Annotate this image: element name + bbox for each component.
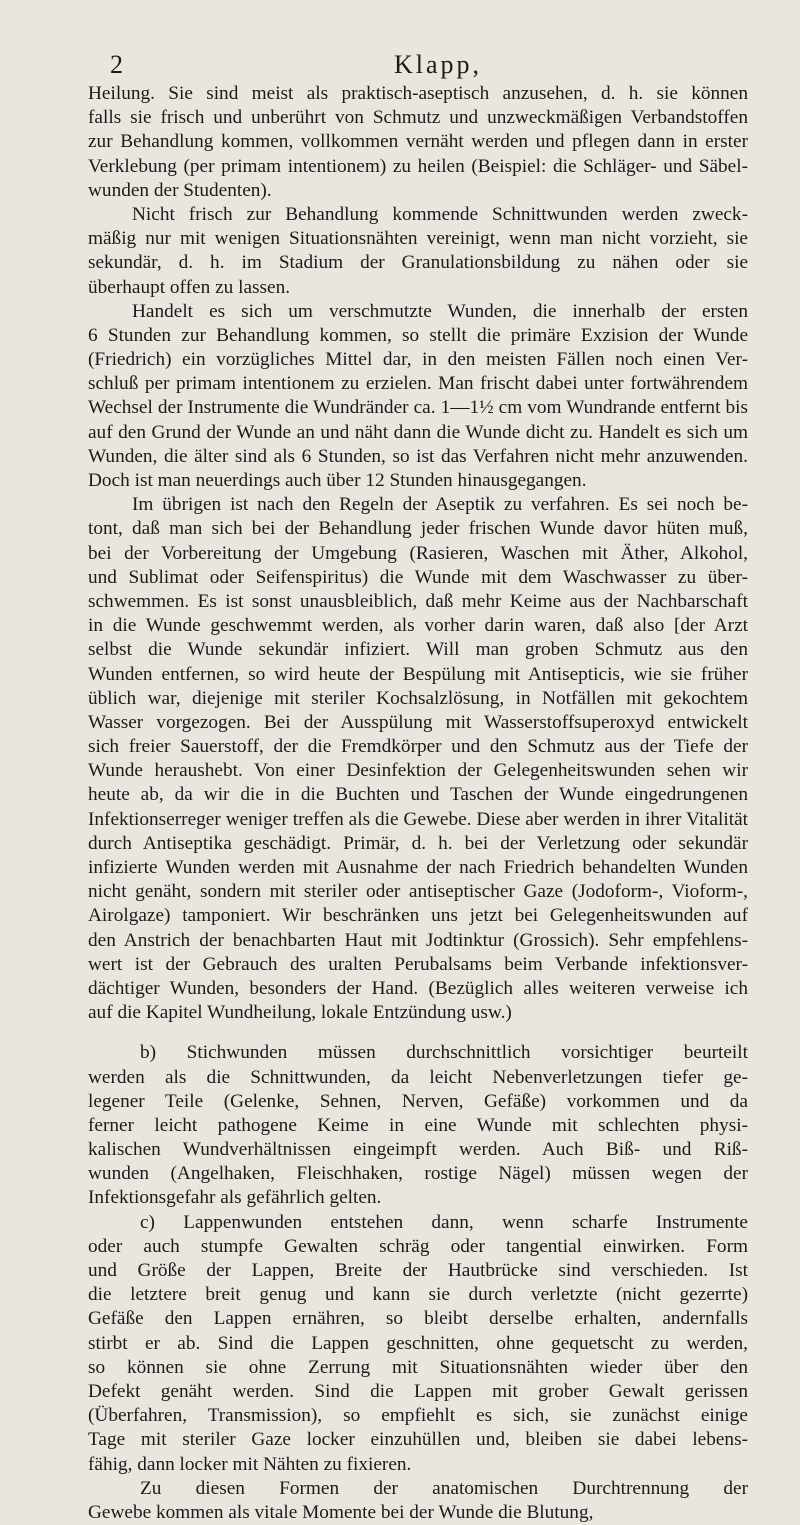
text-line: sich freier Sauerstoff, der die Fremdkörper und den Schmutz aus der Tiefe der bbox=[88, 736, 748, 758]
text-line: tont, daß man sich bei der Behandlung jeder frischen Wunde davor hüten muß, bbox=[88, 518, 748, 540]
text-line: und Größe der Lappen, Breite der Hautbrücke sind verschieden. Ist bbox=[88, 1260, 748, 1281]
text-line: b) Stichwunden müssen durchschnittlich vorsichtiger beurteilt bbox=[140, 1042, 748, 1064]
text-line: Nicht frisch zur Behandlung kommende Schnittwunden werden zweck- bbox=[132, 203, 748, 225]
text-line: mäßig nur mit wenigen Situationsnähten vereinigt, wenn man nicht vorzieht, sie bbox=[88, 228, 748, 250]
text-line: überhaupt offen zu lassen. bbox=[88, 276, 291, 298]
text-line: Infektionserreger weniger treffen als die Gewebe. Diese aber werden in ihrer Vitalität bbox=[88, 808, 748, 830]
text-line: Wunden, die älter sind als 6 Stunden, so ist das Verfahren nicht mehr anzuwenden. bbox=[88, 445, 748, 467]
text-line: (Überfahren, Transmission), so empfiehlt es sich, sie zunächst einige bbox=[88, 1405, 748, 1427]
body-text bbox=[88, 82, 748, 1525]
text-line: durch Antiseptika geschädigt. Primär, d. h. bei der Verletzung oder sekundär bbox=[88, 832, 748, 854]
text-line: üblich war, diejenige mit steriler Kochsalzlösung, in Notfällen mit gekochtem bbox=[88, 687, 748, 709]
text-line: stirbt er ab. Sind die Lappen geschnitten, ohne gequetscht zu werden, bbox=[88, 1332, 748, 1354]
text-line: falls sie frisch und unberührt von Schmutz und unzweckmäßigen Verbandstoffen bbox=[88, 107, 748, 129]
text-line: die letztere breit genug und kann sie durch verletzte (nicht gezerrte) bbox=[88, 1284, 748, 1306]
text-line: infizierte Wunden werden mit Ausnahme der nach Friedrich behandelten Wunden bbox=[88, 857, 748, 878]
text-line: Heilung. Sie sind meist als praktisch-aseptisch anzusehen, d. h. sie können bbox=[88, 83, 748, 104]
text-line: (Friedrich) ein vorzügliches Mittel dar, in den meisten Fällen noch einen Ver- bbox=[88, 349, 748, 371]
page-header bbox=[110, 50, 750, 80]
text-line: oder auch stumpfe Gewalten schräg oder tangential einwirken. Form bbox=[88, 1235, 748, 1257]
paragraph-gap bbox=[88, 1025, 748, 1041]
text-line: schwemmen. Es ist sonst unausbleiblich, daß mehr Keime aus der Nachbarschaft bbox=[88, 590, 748, 612]
text-line: zur Behandlung kommen, vollkommen vernäht werden und pflegen dann in erster bbox=[88, 131, 748, 153]
text-line: fähig, dann locker mit Nähten zu fixieren. bbox=[88, 1453, 412, 1475]
text-line: legener Teile (Gelenke, Sehnen, Nerven, Gefäße) vorkommen und da bbox=[88, 1090, 748, 1112]
text-line: Tage mit steriler Gaze locker einzuhüllen und, bleiben sie dabei lebens- bbox=[88, 1429, 748, 1451]
text-line: auf die Kapitel Wundheilung, lokale Entzündung usw.) bbox=[88, 1002, 512, 1024]
text-line: Zu diesen Formen der anatomischen Durchtrennung der bbox=[140, 1477, 748, 1499]
text-line: heute ab, da wir die in die Buchten und Taschen der Wunde eingedrungenen bbox=[88, 784, 748, 806]
text-line: Verklebung (per primam intentionem) zu heilen (Beispiel: die Schläger- und Säbel- bbox=[88, 155, 748, 177]
text-line: Wechsel der Instrumente die Wundränder ca. 1—1½ cm vom Wundrande entfernt bis bbox=[88, 397, 748, 419]
text-line: nicht genäht, sondern mit steriler oder antiseptischer Gaze (Jodoform-, Vioform-, bbox=[88, 881, 748, 903]
text-line: Wunde heraushebt. Von einer Desinfektion der Gelegenheitswunden sehen wir bbox=[88, 760, 748, 782]
text-line: Gefäße den Lappen ernähren, so bleibt derselbe erhalten, andernfalls bbox=[88, 1308, 748, 1330]
text-line: auf den Grund der Wunde an und näht dann die Wunde dicht zu. Handelt es sich um bbox=[88, 421, 748, 443]
text-line: den Anstrich der benachbarten Haut mit Jodtinktur (Grossich). Sehr empfehlens- bbox=[88, 929, 748, 951]
text-line: Wasser vorgezogen. Bei der Ausspülung mit Wasserstoffsuperoxyd entwickelt bbox=[88, 711, 748, 733]
text-line: werden als die Schnittwunden, da leicht Nebenverletzungen tiefer ge- bbox=[88, 1066, 748, 1088]
text-line: 6 Stunden zur Behandlung kommen, so stellt die primäre Exzision der Wunde bbox=[88, 324, 748, 346]
page-number: 2 bbox=[110, 50, 123, 79]
text-line: wunden der Studenten). bbox=[88, 179, 272, 201]
text-line: Handelt es sich um verschmutzte Wunden, die innerhalb der ersten bbox=[132, 300, 748, 322]
text-line: kalischen Wundverhältnissen eingeimpft werden. Auch Biß- und Riß- bbox=[88, 1139, 748, 1161]
text-line: Defekt genäht werden. Sind die Lappen mit grober Gewalt gerissen bbox=[88, 1380, 748, 1402]
text-line: Infektionsgefahr als gefährlich gelten. bbox=[88, 1187, 382, 1209]
text-line: Airolgaze) tamponiert. Wir beschränken uns jetzt bei Gelegenheitswunden auf bbox=[88, 905, 748, 927]
text-line: in die Wunde geschwemmt werden, als vorher darin waren, daß also [der Arzt bbox=[88, 615, 748, 637]
text-line: selbst die Wunde sekundär infiziert. Will man groben Schmutz aus den bbox=[88, 639, 748, 661]
text-line: schluß per primam intentionem zu erzielen. Man frischt dabei unter fortwährendem bbox=[88, 373, 748, 395]
text-line: sekundär, d. h. im Stadium der Granulationsbildung zu nähen oder sie bbox=[88, 252, 748, 274]
text-line: so können sie ohne Zerrung mit Situationsnähten wieder über den bbox=[88, 1356, 748, 1378]
text-line: dächtiger Wunden, besonders der Hand. (Bezüglich alles weiteren verweise ich bbox=[88, 977, 748, 999]
text-line: wert ist der Gebrauch des uralten Perubalsams beim Verbande infektionsver- bbox=[88, 953, 748, 975]
running-head: Klapp, bbox=[394, 50, 483, 79]
text-line: Gewebe kommen als vitale Momente bei der Wunde die Blutung, bbox=[88, 1501, 594, 1523]
text-line: ferner leicht pathogene Keime in eine Wunde mit schlechten physi- bbox=[88, 1114, 748, 1136]
text-line: Doch ist man neuerdings auch über 12 Stunden hinausgegangen. bbox=[88, 470, 587, 491]
text-line: bei der Vorbereitung der Umgebung (Rasieren, Waschen mit Äther, Alkohol, bbox=[88, 542, 748, 564]
text-line: Wunden entfernen, so wird heute der Bespülung mit Antisepticis, wie sie früher bbox=[88, 663, 748, 685]
text-line: c) Lappenwunden entstehen dann, wenn scharfe Instrumente bbox=[140, 1211, 748, 1233]
text-line: Im übrigen ist nach den Regeln der Aseptik zu verfahren. Es sei noch be- bbox=[132, 494, 748, 516]
text-line: und Sublimat oder Seifenspiritus) die Wunde mit dem Waschwasser zu über- bbox=[88, 566, 748, 588]
text-line: wunden (Angelhaken, Fleischhaken, rostige Nägel) müssen wegen der bbox=[88, 1163, 748, 1185]
